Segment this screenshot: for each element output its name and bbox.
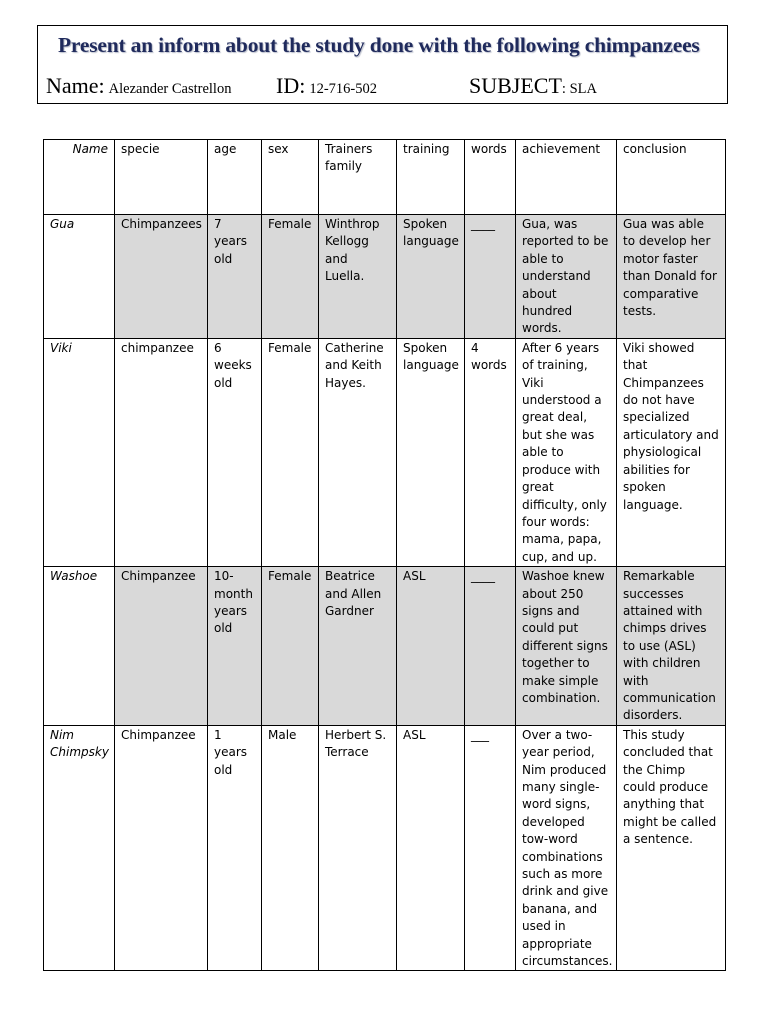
cell-name: Viki (44, 338, 115, 566)
cell-name: Nim Chimpsky (44, 725, 115, 971)
column-header-training: training (397, 140, 465, 215)
cell-conclusion: Viki showed that Chimpanzees do not have specialized articulatory and physiological abilities for spoken language. (617, 338, 726, 566)
table-row (44, 725, 726, 971)
student-info-row (38, 73, 727, 101)
name-value: Alezander Castrellon (108, 81, 232, 97)
id-label: ID: (276, 73, 306, 98)
column-header-conclusion: conclusion (617, 140, 726, 215)
cell-specie: Chimpanzee (115, 567, 208, 726)
chimpanzee-study-table (43, 139, 726, 971)
subject-label: SUBJECT (469, 73, 562, 98)
cell-training: ASL (397, 725, 465, 971)
cell-training: ASL (397, 567, 465, 726)
table-row (44, 215, 726, 339)
table-row (44, 338, 726, 566)
cell-conclusion: Remarkable successes attained with chimps drives to use (ASL) with children with communication disorders. (617, 567, 726, 726)
cell-words: ___ (465, 725, 516, 971)
column-header-words: words (465, 140, 516, 215)
cell-training: Spoken language (397, 338, 465, 566)
cell-specie: Chimpanzee (115, 725, 208, 971)
header-box (37, 25, 728, 104)
cell-specie: Chimpanzees (115, 215, 208, 339)
cell-sex: Female (262, 215, 319, 339)
cell-words: 4 words (465, 338, 516, 566)
cell-training: Spoken language (397, 215, 465, 339)
cell-words: ____ (465, 567, 516, 726)
column-header-trainers-family: Trainers family (319, 140, 397, 215)
cell-conclusion: This study concluded that the Chimp could produce anything that might be called a sentence. (617, 725, 726, 971)
name-label: Name: (46, 73, 105, 98)
column-header-age: age (208, 140, 262, 215)
subject-field (469, 73, 597, 99)
column-header-specie: specie (115, 140, 208, 215)
id-field (276, 73, 377, 99)
table-row (44, 567, 726, 726)
cell-name: Washoe (44, 567, 115, 726)
id-value: 12-716-502 (309, 81, 377, 97)
cell-achievement: After 6 years of training, Viki understood a great deal, but she was able to produce with great difficulty, only four words: mama, papa, cup, and up. (516, 338, 617, 566)
cell-achievement: Gua, was reported to be able to understand about hundred words. (516, 215, 617, 339)
name-field (46, 73, 231, 99)
cell-age: 7 years old (208, 215, 262, 339)
cell-trainers-family: Winthrop Kellogg and Luella. (319, 215, 397, 339)
cell-trainers-family: Herbert S. Terrace (319, 725, 397, 971)
cell-trainers-family: Beatrice and Allen Gardner (319, 567, 397, 726)
cell-age: 6 weeks old (208, 338, 262, 566)
cell-sex: Male (262, 725, 319, 971)
column-header-sex: sex (262, 140, 319, 215)
cell-achievement: Washoe knew about 250 signs and could put different signs together to make simple combination. (516, 567, 617, 726)
table-header-row (44, 140, 726, 215)
cell-age: 10-month years old (208, 567, 262, 726)
column-header-name: Name (44, 140, 115, 215)
page-title: Present an inform about the study done with the following chimpanzees (58, 33, 700, 57)
cell-sex: Female (262, 338, 319, 566)
subject-value: : SLA (561, 81, 597, 97)
cell-name: Gua (44, 215, 115, 339)
cell-specie: chimpanzee (115, 338, 208, 566)
cell-achievement: Over a two-year period, Nim produced many single-word signs, developed tow-word combinations such as more drink and give banana, and used in appropriate circumstances. (516, 725, 617, 971)
cell-words: ____ (465, 215, 516, 339)
cell-sex: Female (262, 567, 319, 726)
cell-conclusion: Gua was able to develop her motor faster than Donald for comparative tests. (617, 215, 726, 339)
column-header-achievement: achievement (516, 140, 617, 215)
cell-trainers-family: Catherine and Keith Hayes. (319, 338, 397, 566)
cell-age: 1 years old (208, 725, 262, 971)
